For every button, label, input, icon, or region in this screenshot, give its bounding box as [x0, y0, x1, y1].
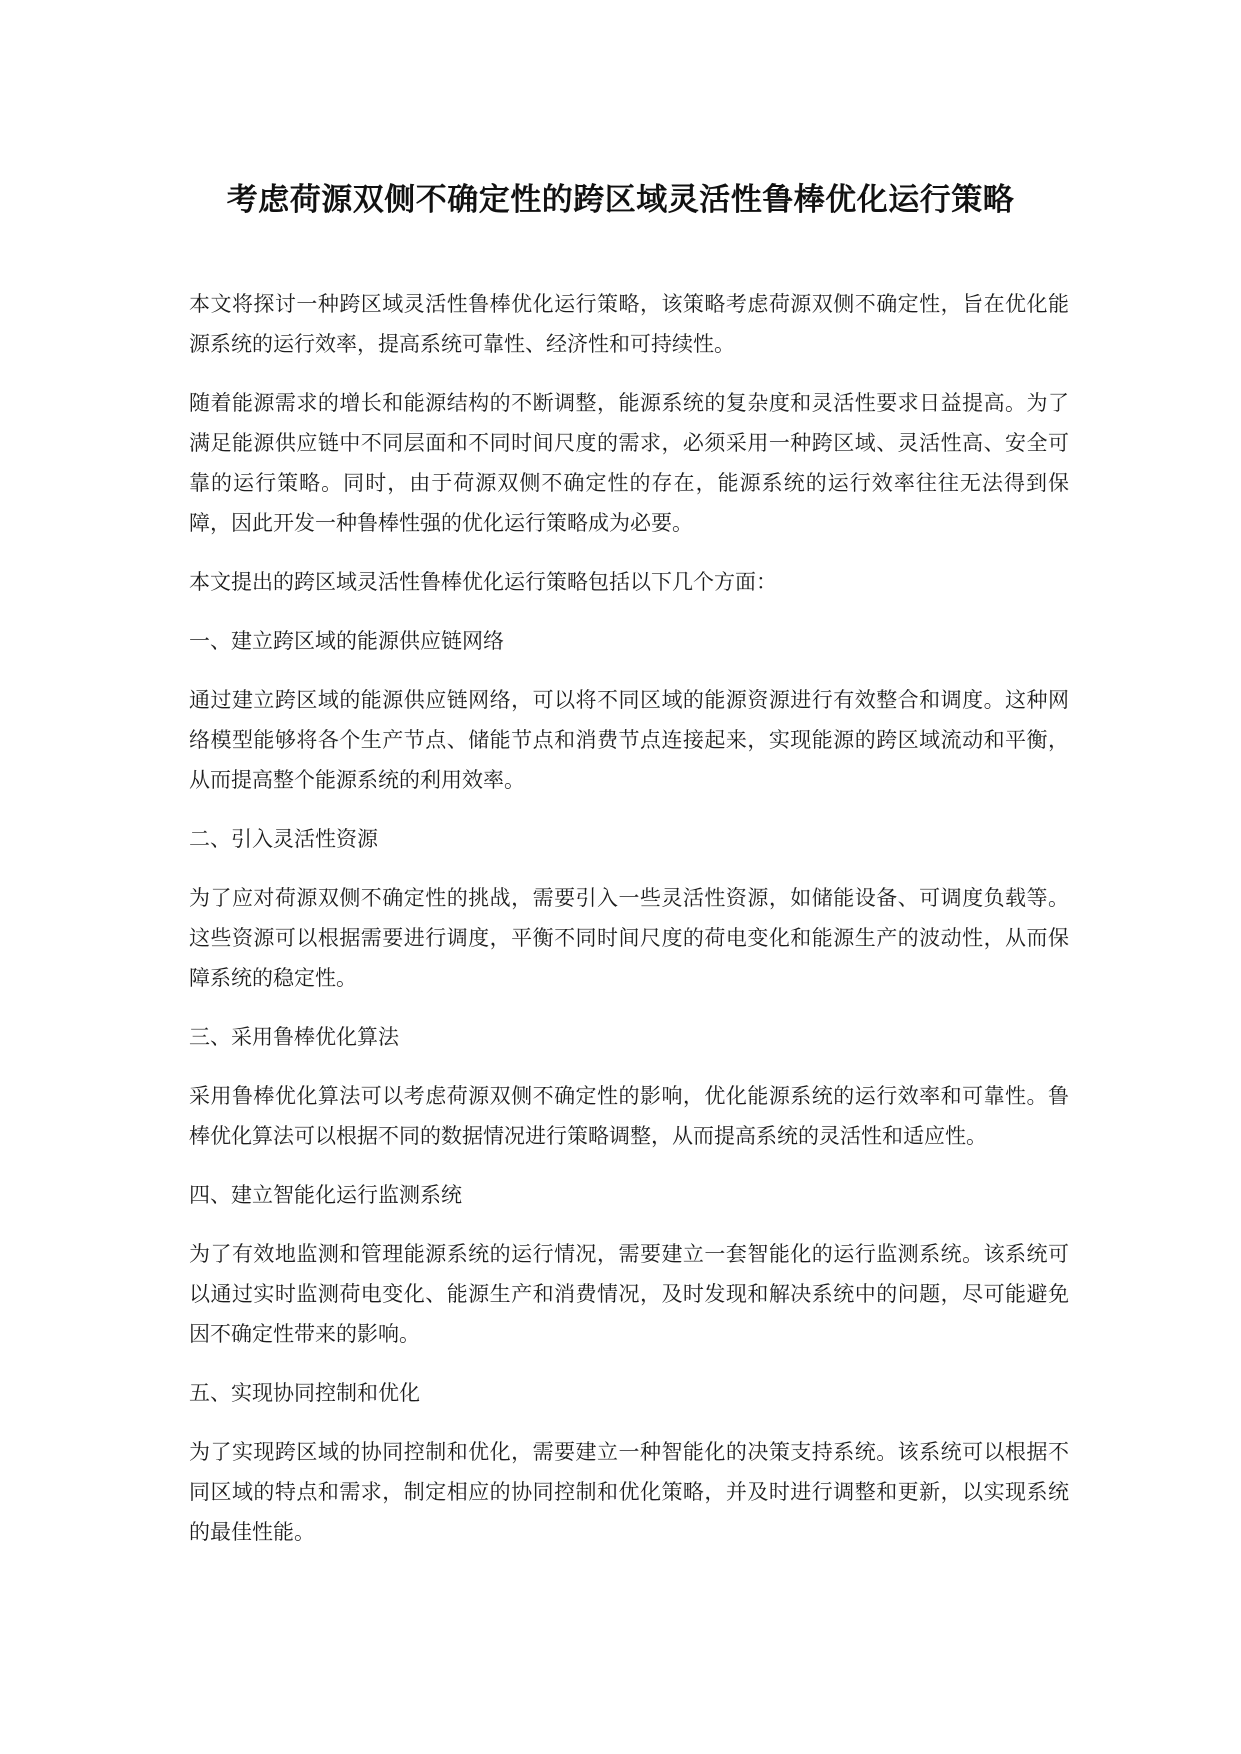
paragraph-section-1: 通过建立跨区域的能源供应链网络，可以将不同区域的能源资源进行有效整合和调度。这种网络模型能够将各个生产节点、储能节点和消费节点连接起来，实现能源的跨区域流动和平衡，从而提高整个能源系统的利用效率。: [189, 688, 1069, 792]
paragraph-section-2: 为了应对荷源双侧不确定性的挑战，需要引入一些灵活性资源，如储能设备、可调度负载等。这些资源可以根据需要进行调度，平衡不同时间尺度的荷电变化和能源生产的波动性，从而保障系统的稳定性。: [189, 886, 1069, 990]
paragraph-section-4: 为了有效地监测和管理能源系统的运行情况，需要建立一套智能化的运行监测系统。该系统可以通过实时监测荷电变化、能源生产和消费情况，及时发现和解决系统中的问题，尽可能避免因不确定性带来的影响。: [189, 1242, 1069, 1346]
document-body: [189, 284, 1069, 1571]
document-title: 考虑荷源双侧不确定性的跨区域灵活性鲁棒优化运行策略: [226, 182, 1015, 218]
section-heading-3: 三、采用鲁棒优化算法: [189, 1025, 399, 1049]
section-heading-1: 一、建立跨区域的能源供应链网络: [189, 629, 504, 653]
section-heading-2: 二、引入灵活性资源: [189, 827, 378, 851]
paragraph-section-3: 采用鲁棒优化算法可以考虑荷源双侧不确定性的影响，优化能源系统的运行效率和可靠性。鲁棒优化算法可以根据不同的数据情况进行策略调整，从而提高系统的灵活性和适应性。: [189, 1084, 1069, 1148]
paragraph-section-5: 为了实现跨区域的协同控制和优化，需要建立一种智能化的决策支持系统。该系统可以根据不同区域的特点和需求，制定相应的协同控制和优化策略，并及时进行调整和更新，以实现系统的最佳性能。: [189, 1440, 1069, 1544]
section-heading-4: 四、建立智能化运行监测系统: [189, 1183, 462, 1207]
paragraph-overview: 本文提出的跨区域灵活性鲁棒优化运行策略包括以下几个方面：: [189, 570, 777, 594]
paragraph-background: 随着能源需求的增长和能源结构的不断调整，能源系统的复杂度和灵活性要求日益提高。为了满足能源供应链中不同层面和不同时间尺度的需求，必须采用一种跨区域、灵活性高、安全可靠的运行策略。同时，由于荷源双侧不确定性的存在，能源系统的运行效率往往无法得到保障，因此开发一种鲁棒性强的优化运行策略成为必要。: [189, 391, 1069, 535]
section-heading-5: 五、实现协同控制和优化: [189, 1381, 420, 1405]
paragraph-intro: 本文将探讨一种跨区域灵活性鲁棒优化运行策略，该策略考虑荷源双侧不确定性，旨在优化能源系统的运行效率，提高系统可靠性、经济性和可持续性。: [189, 292, 1069, 356]
